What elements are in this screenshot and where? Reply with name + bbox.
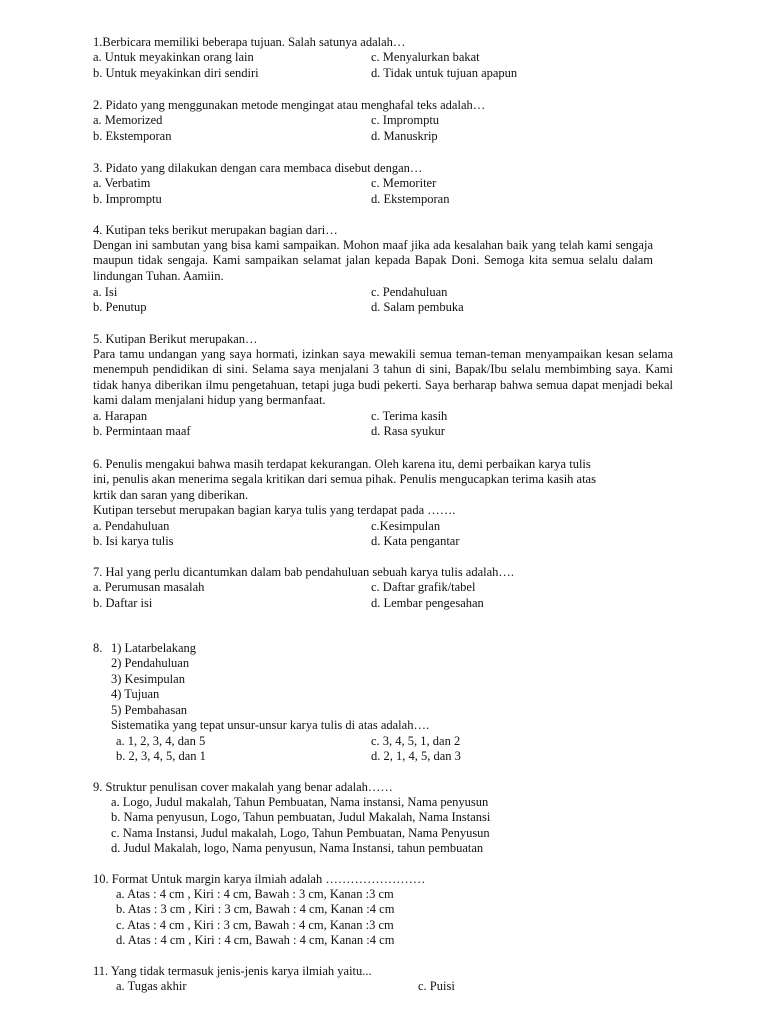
question-stem-line: 6. Penulis mengakui bahwa masih terdapat kekurangan. Oleh karena itu, demi perbaikan karya tulis [93, 457, 591, 471]
question-stem: 3. Pidato yang dilakukan dengan cara membaca disebut dengan… [93, 161, 423, 175]
option-d: d. Ekstemporan [371, 191, 450, 206]
question-5-options [93, 409, 653, 440]
option-d: d. Manuskrip [371, 128, 438, 143]
option-d: d. Lembar pengesahan [371, 595, 484, 610]
question-4 [93, 223, 653, 238]
option-c: c. Terima kasih [371, 409, 448, 423]
list-item: 2) Pendahuluan [111, 656, 190, 671]
list-item: 5) Pembahasan [111, 702, 188, 717]
question-8 [111, 641, 591, 733]
question-5 [93, 332, 653, 347]
question-8-options [116, 734, 596, 765]
option-b: b. 2, 3, 4, 5, dan 1 [116, 749, 206, 764]
option-a: a. Verbatim [93, 176, 151, 191]
question-4-passage [93, 238, 653, 284]
question-stem: 10. Format Untuk margin karya ilmiah adalah …………………… [93, 872, 426, 886]
question-10-options [116, 887, 596, 949]
question-stem: 11. Yang tidak termasuk jenis-jenis karya ilmiah yaitu... [93, 964, 372, 978]
question-11-options [116, 979, 596, 994]
option-a: a. Isi [93, 285, 118, 299]
option-a: a. 1, 2, 3, 4, dan 5 [116, 734, 206, 748]
option-c: c. Pendahuluan [371, 285, 448, 299]
question-9-options [111, 795, 611, 857]
option-c: c. Atas : 4 cm , Kiri : 3 cm, Bawah : 4 cm, Kanan :3 cm [116, 917, 394, 932]
question-3 [93, 161, 653, 207]
option-d: d. 2, 1, 4, 5, dan 3 [371, 749, 461, 764]
question-2 [93, 98, 653, 144]
option-c: c. Daftar grafik/tabel [371, 580, 476, 595]
option-d: d. Kata pengantar [371, 533, 460, 548]
option-b: b. Daftar isi [93, 595, 153, 610]
list-item: 1) Latarbelakang [111, 641, 197, 655]
question-stem: 7. Hal yang perlu dicantumkan dalam bab pendahuluan sebuah karya tulis adalah…. [93, 565, 515, 579]
question-stem: 1.Berbicara memiliki beberapa tujuan. Salah satunya adalah… [93, 35, 406, 49]
question-6 [93, 457, 673, 549]
question-8-number [93, 641, 113, 656]
option-d: d. Tidak untuk tujuan apapun [371, 65, 518, 80]
question-11 [93, 964, 593, 979]
question-number: 8. [93, 641, 103, 655]
option-a: a. Logo, Judul makalah, Tahun Pembuatan, Nama instansi, Nama penyusun [111, 795, 489, 809]
question-4-options [93, 285, 653, 316]
passage-text: Dengan ini sambutan yang bisa kami sampaikan. Mohon maaf jika ada kesalahan baik yang telah kami sengaja maupun tidak sengaja. Kami sampaikan selamat jalan kepada Bapak Doni. Semoga kita semua selalu dalam lindungan Tuhan. Aamiin. [93, 238, 653, 283]
option-b: b. Atas : 3 cm , Kiri : 3 cm, Bawah : 4 cm, Kanan :4 cm [116, 902, 395, 917]
question-1 [93, 35, 653, 81]
list-item: 4) Tujuan [111, 687, 160, 702]
option-c: c. Menyalurkan bakat [371, 50, 480, 65]
option-d: d. Judul Makalah, logo, Nama penyusun, Nama Instansi, tahun pembuatan [111, 841, 484, 856]
question-stem: 9. Struktur penulisan cover makalah yang benar adalah…… [93, 780, 393, 794]
option-b: b. Impromptu [93, 191, 162, 206]
option-b: b. Penutup [93, 300, 147, 315]
question-5-passage [93, 347, 673, 409]
option-c: c. Nama Instansi, Judul makalah, Logo, Tahun Pembuatan, Nama Penyusun [111, 825, 490, 840]
option-c: c. Puisi [418, 979, 455, 993]
option-a: a. Atas : 4 cm , Kiri : 4 cm, Bawah : 3 cm, Kanan :3 cm [116, 887, 394, 901]
option-b: b. Ekstemporan [93, 128, 172, 143]
option-a: a. Pendahuluan [93, 518, 170, 533]
question-stem-line: krtik dan saran yang diberikan. [93, 487, 249, 502]
question-10 [93, 872, 593, 887]
question-9 [93, 780, 593, 795]
option-b: b. Untuk meyakinkan diri sendiri [93, 65, 259, 80]
option-c: c.Kesimpulan [371, 518, 441, 533]
option-d: d. Atas : 4 cm , Kiri : 4 cm, Bawah : 4 cm, Kanan :4 cm [116, 933, 395, 948]
question-stem: Sistematika yang tepat unsur-unsur karya tulis di atas adalah…. [111, 717, 430, 732]
option-a: a. Tugas akhir [116, 979, 187, 993]
option-c: c. Impromptu [371, 113, 440, 128]
passage-text: Para tamu undangan yang saya hormati, izinkan saya mewakili semua teman-teman menyampaikan kesan selama menempuh pendidikan di sini. Selama saya menjalani 3 tahun di sini, Bapak/Ibu selalu membimbing saya. Kami tidak hanya diberikan ilmu pengetahuan, tetapi juga budi pekerti. Saya berharap bahwa semua dapat menjadi bekal kami dalam menjalani hidup yang bermanfaat. [93, 347, 673, 408]
question-stem-line: ini, penulis akan menerima segala kritikan dari semua pihak. Penulis mengucapkan terima kasih atas [93, 472, 596, 487]
question-stem-line: Kutipan tersebut merupakan bagian karya tulis yang terdapat pada ……. [93, 503, 456, 518]
question-stem: 4. Kutipan teks berikut merupakan bagian dari… [93, 223, 338, 237]
option-b: b. Nama penyusun, Logo, Tahun pembuatan, Judul Makalah, Nama Instansi [111, 810, 491, 825]
option-d: d. Rasa syukur [371, 424, 445, 439]
option-b: b. Isi karya tulis [93, 533, 174, 548]
question-stem: 2. Pidato yang menggunakan metode mengingat atau menghafal teks adalah… [93, 98, 486, 112]
option-a: a. Memorized [93, 113, 163, 128]
question-7 [93, 565, 653, 611]
option-a: a. Perumusan masalah [93, 580, 205, 595]
option-c: c. 3, 4, 5, 1, dan 2 [371, 734, 461, 748]
option-a: a. Harapan [93, 409, 148, 423]
option-c: c. Memoriter [371, 176, 437, 191]
option-a: a. Untuk meyakinkan orang lain [93, 50, 254, 65]
option-b: b. Permintaan maaf [93, 424, 191, 439]
list-item: 3) Kesimpulan [111, 671, 185, 686]
option-d: d. Salam pembuka [371, 300, 464, 315]
question-stem: 5. Kutipan Berikut merupakan… [93, 332, 258, 346]
